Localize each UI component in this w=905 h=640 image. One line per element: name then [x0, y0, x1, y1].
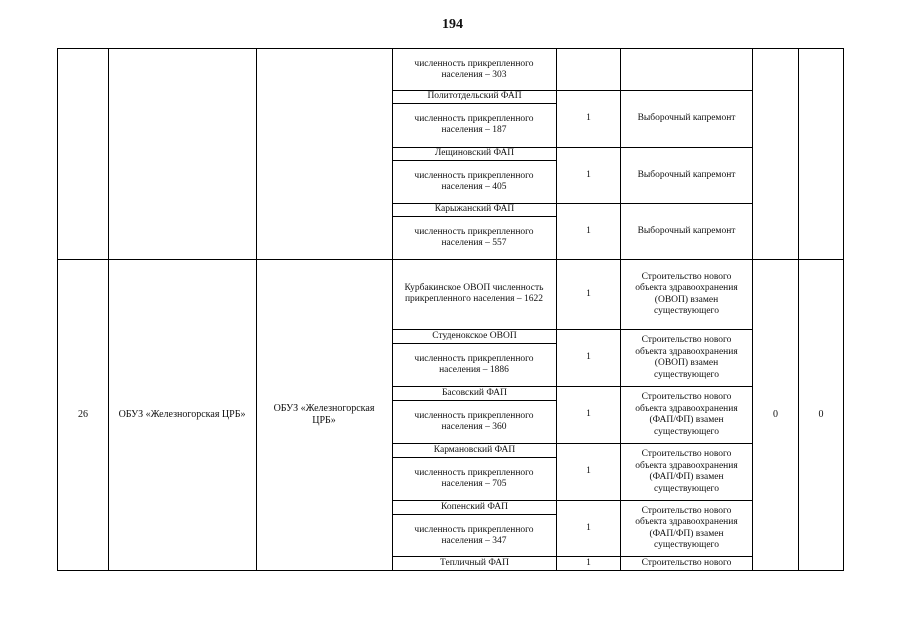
name-line — [392, 216, 557, 217]
facility-population: численность прикрепленного населения – 405 — [414, 170, 534, 192]
facility-qty: 1 — [586, 409, 591, 420]
name-line — [392, 514, 557, 515]
facility-population: численность прикрепленного населения – 187 — [414, 113, 534, 135]
facility-work: Строительство нового объекта здравоохранения (ФАП/ФП) взамен существующего — [635, 449, 738, 494]
col-divider-1 — [108, 48, 109, 571]
facility-population: численность прикрепленного населения – 347 — [414, 524, 534, 546]
facility-work: Выборочный капремонт — [637, 169, 736, 180]
facility-qty: 1 — [586, 169, 591, 180]
facility-work: Строительство нового объекта здравоохранения (ФАП/ФП) взамен существующего — [635, 392, 738, 437]
facility-qty: 1 — [586, 466, 591, 477]
facility-qty: 1 — [586, 113, 591, 124]
facility-name: Кармановский ФАП — [433, 444, 516, 455]
name-line — [392, 457, 557, 458]
table-border-right — [843, 48, 844, 571]
facility-qty: 1 — [586, 352, 591, 363]
col-divider-3 — [392, 48, 393, 571]
facility-population: численность прикрепленного населения – 303 — [414, 58, 534, 80]
facility-population: численность прикрепленного населения – 1886 — [414, 353, 534, 375]
name-line — [392, 343, 557, 344]
facility-work: Строительство нового объекта здравоохранения (ФАП/ФП) взамен существующего — [635, 505, 738, 550]
row-number: 26 — [78, 409, 88, 420]
page-number: 194 — [442, 17, 463, 32]
facility-work: Выборочный капремонт — [637, 113, 736, 124]
facility-qty: 1 — [586, 288, 591, 299]
facility-name: Басовский ФАП — [441, 387, 508, 398]
facility-work: Строительство нового — [641, 557, 732, 568]
facility-population: численность прикрепленного населения – 705 — [414, 467, 534, 489]
col-divider-2 — [256, 48, 257, 571]
facility-name: Политотдельский ФАП — [427, 91, 522, 102]
facility-name: Карыжанский ФАП — [434, 204, 515, 215]
facility-qty: 1 — [586, 225, 591, 236]
facility-qty: 1 — [586, 557, 591, 568]
facility-name: Тепличный ФАП — [440, 557, 509, 568]
name-line — [392, 400, 557, 401]
facility-population: численность прикрепленного населения – 360 — [414, 410, 534, 432]
name-line — [392, 160, 557, 161]
organization-name: ОБУЗ «Железногорская ЦРБ» — [273, 403, 375, 426]
value-col-8: 0 — [818, 409, 824, 420]
table-border-bottom — [57, 570, 844, 571]
organization-name: ОБУЗ «Железногорская ЦРБ» — [118, 409, 246, 420]
facility-name: Студенокское ОВОП — [432, 330, 517, 341]
facility-name: Лещиновский ФАП — [434, 148, 515, 159]
table-border-top — [57, 48, 844, 49]
facility-work: Выборочный капремонт — [637, 225, 736, 236]
facility-name: Копенский ФАП — [440, 501, 508, 512]
facility-name-population: Курбакинское ОВОП численность прикрепленного населения – 1622 — [404, 282, 544, 304]
value-col-7: 0 — [773, 409, 778, 420]
facility-work: Строительство нового объекта здравоохранения (ОВОП) взамен существующего — [635, 335, 738, 380]
facility-work: Строительство нового объекта здравоохранения (ОВОП) взамен существующего — [635, 271, 738, 316]
facility-qty: 1 — [586, 522, 591, 533]
name-line — [392, 103, 557, 104]
facility-population: численность прикрепленного населения – 557 — [414, 226, 534, 248]
